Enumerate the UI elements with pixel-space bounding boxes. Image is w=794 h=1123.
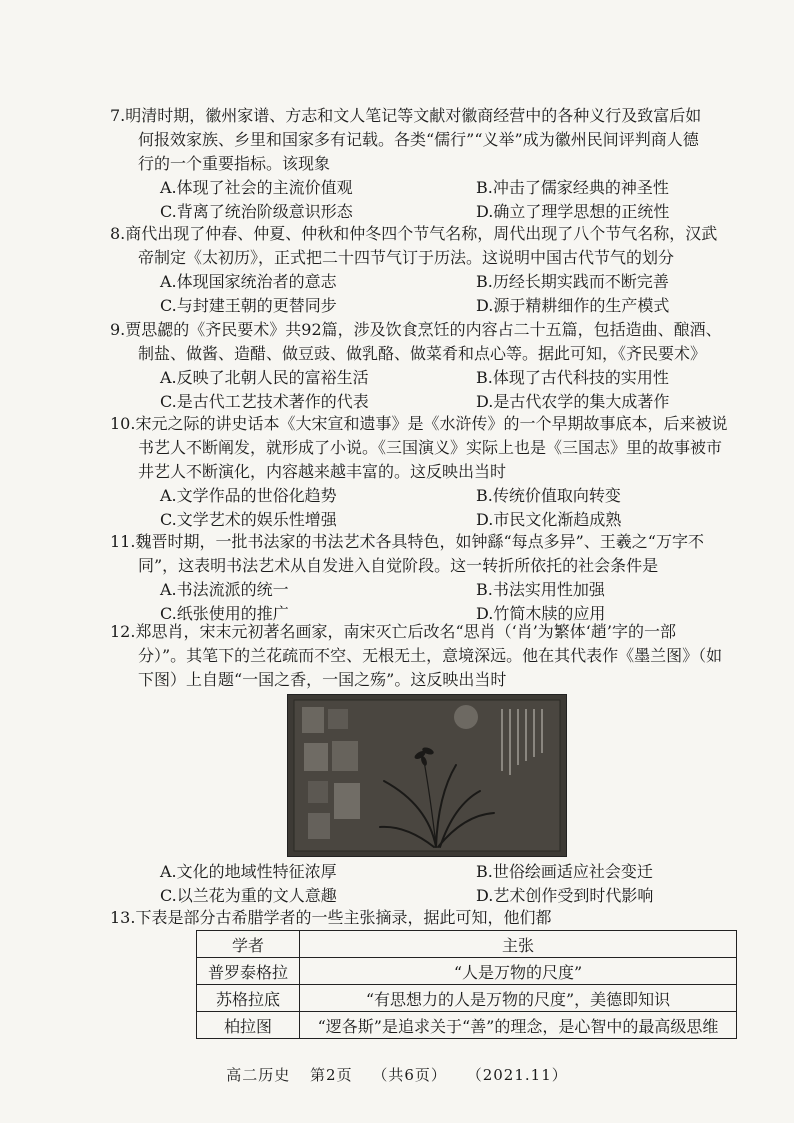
table-cell-view: “人是万物的尺度” <box>300 958 737 985</box>
option-c: C.与封建王朝的更替同步 <box>160 296 337 315</box>
scholar-table <box>196 930 737 1039</box>
ink-orchid-painting <box>287 694 567 857</box>
table-row <box>197 1012 737 1039</box>
option-b: B.世俗绘画适应社会变迁 <box>476 862 653 881</box>
page-footer <box>0 1064 794 1085</box>
option-b: B.历经长期实践而不断完善 <box>476 272 669 291</box>
option-a: A.反映了北朝人民的富裕生活 <box>160 368 369 387</box>
question-13 <box>110 906 748 930</box>
option-b: B.传统价值取向转变 <box>476 486 621 505</box>
table-cell-scholar: 普罗泰格拉 <box>197 958 300 985</box>
table-header-view: 主张 <box>300 931 737 958</box>
option-b: B.冲击了儒家经典的神圣性 <box>476 178 669 197</box>
question-10-options <box>138 484 748 532</box>
question-9-options <box>138 366 748 414</box>
question-8-options <box>138 270 748 318</box>
question-7 <box>110 104 748 224</box>
question-10-line-1: 10.宋元之际的讲史话本《大宋宣和遗事》是《水浒传》的一个早期故事底本，后来被说 <box>110 414 728 433</box>
table-cell-scholar: 柏拉图 <box>197 1012 300 1039</box>
question-10 <box>110 412 748 532</box>
option-a: A.体现了社会的主流价值观 <box>160 178 353 197</box>
option-c: C.纸张使用的推广 <box>160 604 289 623</box>
table-row <box>197 985 737 1012</box>
question-9 <box>110 318 748 414</box>
question-10-line-3: 井艺人不断演化，内容越来越丰富的。这反映出当时 <box>138 462 507 481</box>
option-a: A.文化的地域性特征浓厚 <box>160 862 337 881</box>
option-a: A.体现国家统治者的意志 <box>160 272 337 291</box>
table-header-scholar: 学者 <box>197 931 300 958</box>
option-a: A.文学作品的世俗化趋势 <box>160 486 337 505</box>
question-8-line-2: 帝制定《太初历》，正式把二十四节气订于历法。这说明中国古代节气的划分 <box>138 248 675 267</box>
table-cell-scholar: 苏格拉底 <box>197 985 300 1012</box>
question-13-line-1: 13.下表是部分古希腊学者的一些主张摘录，据此可知，他们都 <box>110 908 552 927</box>
option-b: B.书法实用性加强 <box>476 580 605 599</box>
option-b: B.体现了古代科技的实用性 <box>476 368 669 387</box>
option-d: D.竹简木牍的应用 <box>476 604 606 623</box>
question-9-line-1: 9.贾思勰的《齐民要术》共92篇，涉及饮食烹饪的内容占二十五篇，包括造曲、酿酒、 <box>110 320 722 339</box>
question-8-line-1: 8.商代出现了仲春、仲夏、仲秋和仲冬四个节气名称，周代出现了八个节气名称，汉武 <box>110 224 718 243</box>
table-cell-view: “有思想力的人是万物的尺度”，美德即知识 <box>300 985 737 1012</box>
question-9-line-2: 制盐、做酱、造醋、做豆豉、做乳酪、做菜肴和点心等。据此可知，《齐民要术》 <box>138 344 707 363</box>
question-11 <box>110 530 748 626</box>
question-12-line-1: 12.郑思肖，宋末元初著名画家，南宋灭亡后改名“思肖（‘肖’为繁体‘趙’字的一部 <box>110 622 676 641</box>
option-d: D.艺术创作受到时代影响 <box>476 886 654 905</box>
footer-page: 第2页 <box>310 1066 353 1084</box>
option-d: D.是古代农学的集大成著作 <box>476 392 670 411</box>
question-7-line-1: 7.明清时期，徽州家谱、方志和文人笔记等文献对徽商经营中的各种义行及致富后如 <box>110 106 702 125</box>
question-7-options <box>138 176 748 224</box>
question-11-line-2: 同”，这表明书法艺术从自发进入自觉阶段。这一转折所依托的社会条件是 <box>138 556 659 575</box>
question-12-options-block <box>138 860 748 908</box>
option-d: D.源于精耕细作的生产模式 <box>476 296 670 315</box>
table-cell-view: “逻各斯”是追求关于“善”的理念，是心智中的最高级思维 <box>300 1012 737 1039</box>
option-d: D.市民文化渐趋成熟 <box>476 510 622 529</box>
question-11-line-1: 11.魏晋时期，一批书法家的书法艺术各具特色，如钟繇“每点多异”、王羲之“万字不 <box>110 532 704 551</box>
option-d: D.确立了理学思想的正统性 <box>476 202 670 221</box>
footer-subject: 高二历史 <box>226 1066 291 1084</box>
table-header-row <box>197 931 737 958</box>
footer-total: （共6页） <box>372 1066 447 1084</box>
option-c: C.以兰花为重的文人意趣 <box>160 886 337 905</box>
option-c: C.背离了统治阶级意识形态 <box>160 202 353 221</box>
question-8 <box>110 222 748 318</box>
question-10-line-2: 书艺人不断阐发，就形成了小说。《三国演义》实际上也是《三国志》里的故事被市 <box>138 438 723 457</box>
question-7-line-3: 行的一个重要指标。该现象 <box>138 154 331 173</box>
footer-date: （2021.11） <box>466 1066 568 1084</box>
question-11-options <box>138 578 748 626</box>
option-a: A.书法流派的统一 <box>160 580 289 599</box>
question-12 <box>110 620 748 692</box>
question-7-line-2: 何报效家族、乡里和国家多有记载。各类“儒行”“义举”成为徽州民间评判商人德 <box>138 130 699 149</box>
option-c: C.是古代工艺技术著作的代表 <box>160 392 369 411</box>
question-12-line-2: 分）”。其笔下的兰花疏而不空、无根无土，意境深远。他在其代表作《墨兰图》（如 <box>138 646 723 665</box>
question-12-options <box>138 860 748 908</box>
question-12-line-3: 下图）上自题“一国之香，一国之殇”。这反映出当时 <box>138 670 507 689</box>
orchid-painting-image <box>288 695 566 856</box>
table-row <box>197 958 737 985</box>
option-c: C.文学艺术的娱乐性增强 <box>160 510 337 529</box>
